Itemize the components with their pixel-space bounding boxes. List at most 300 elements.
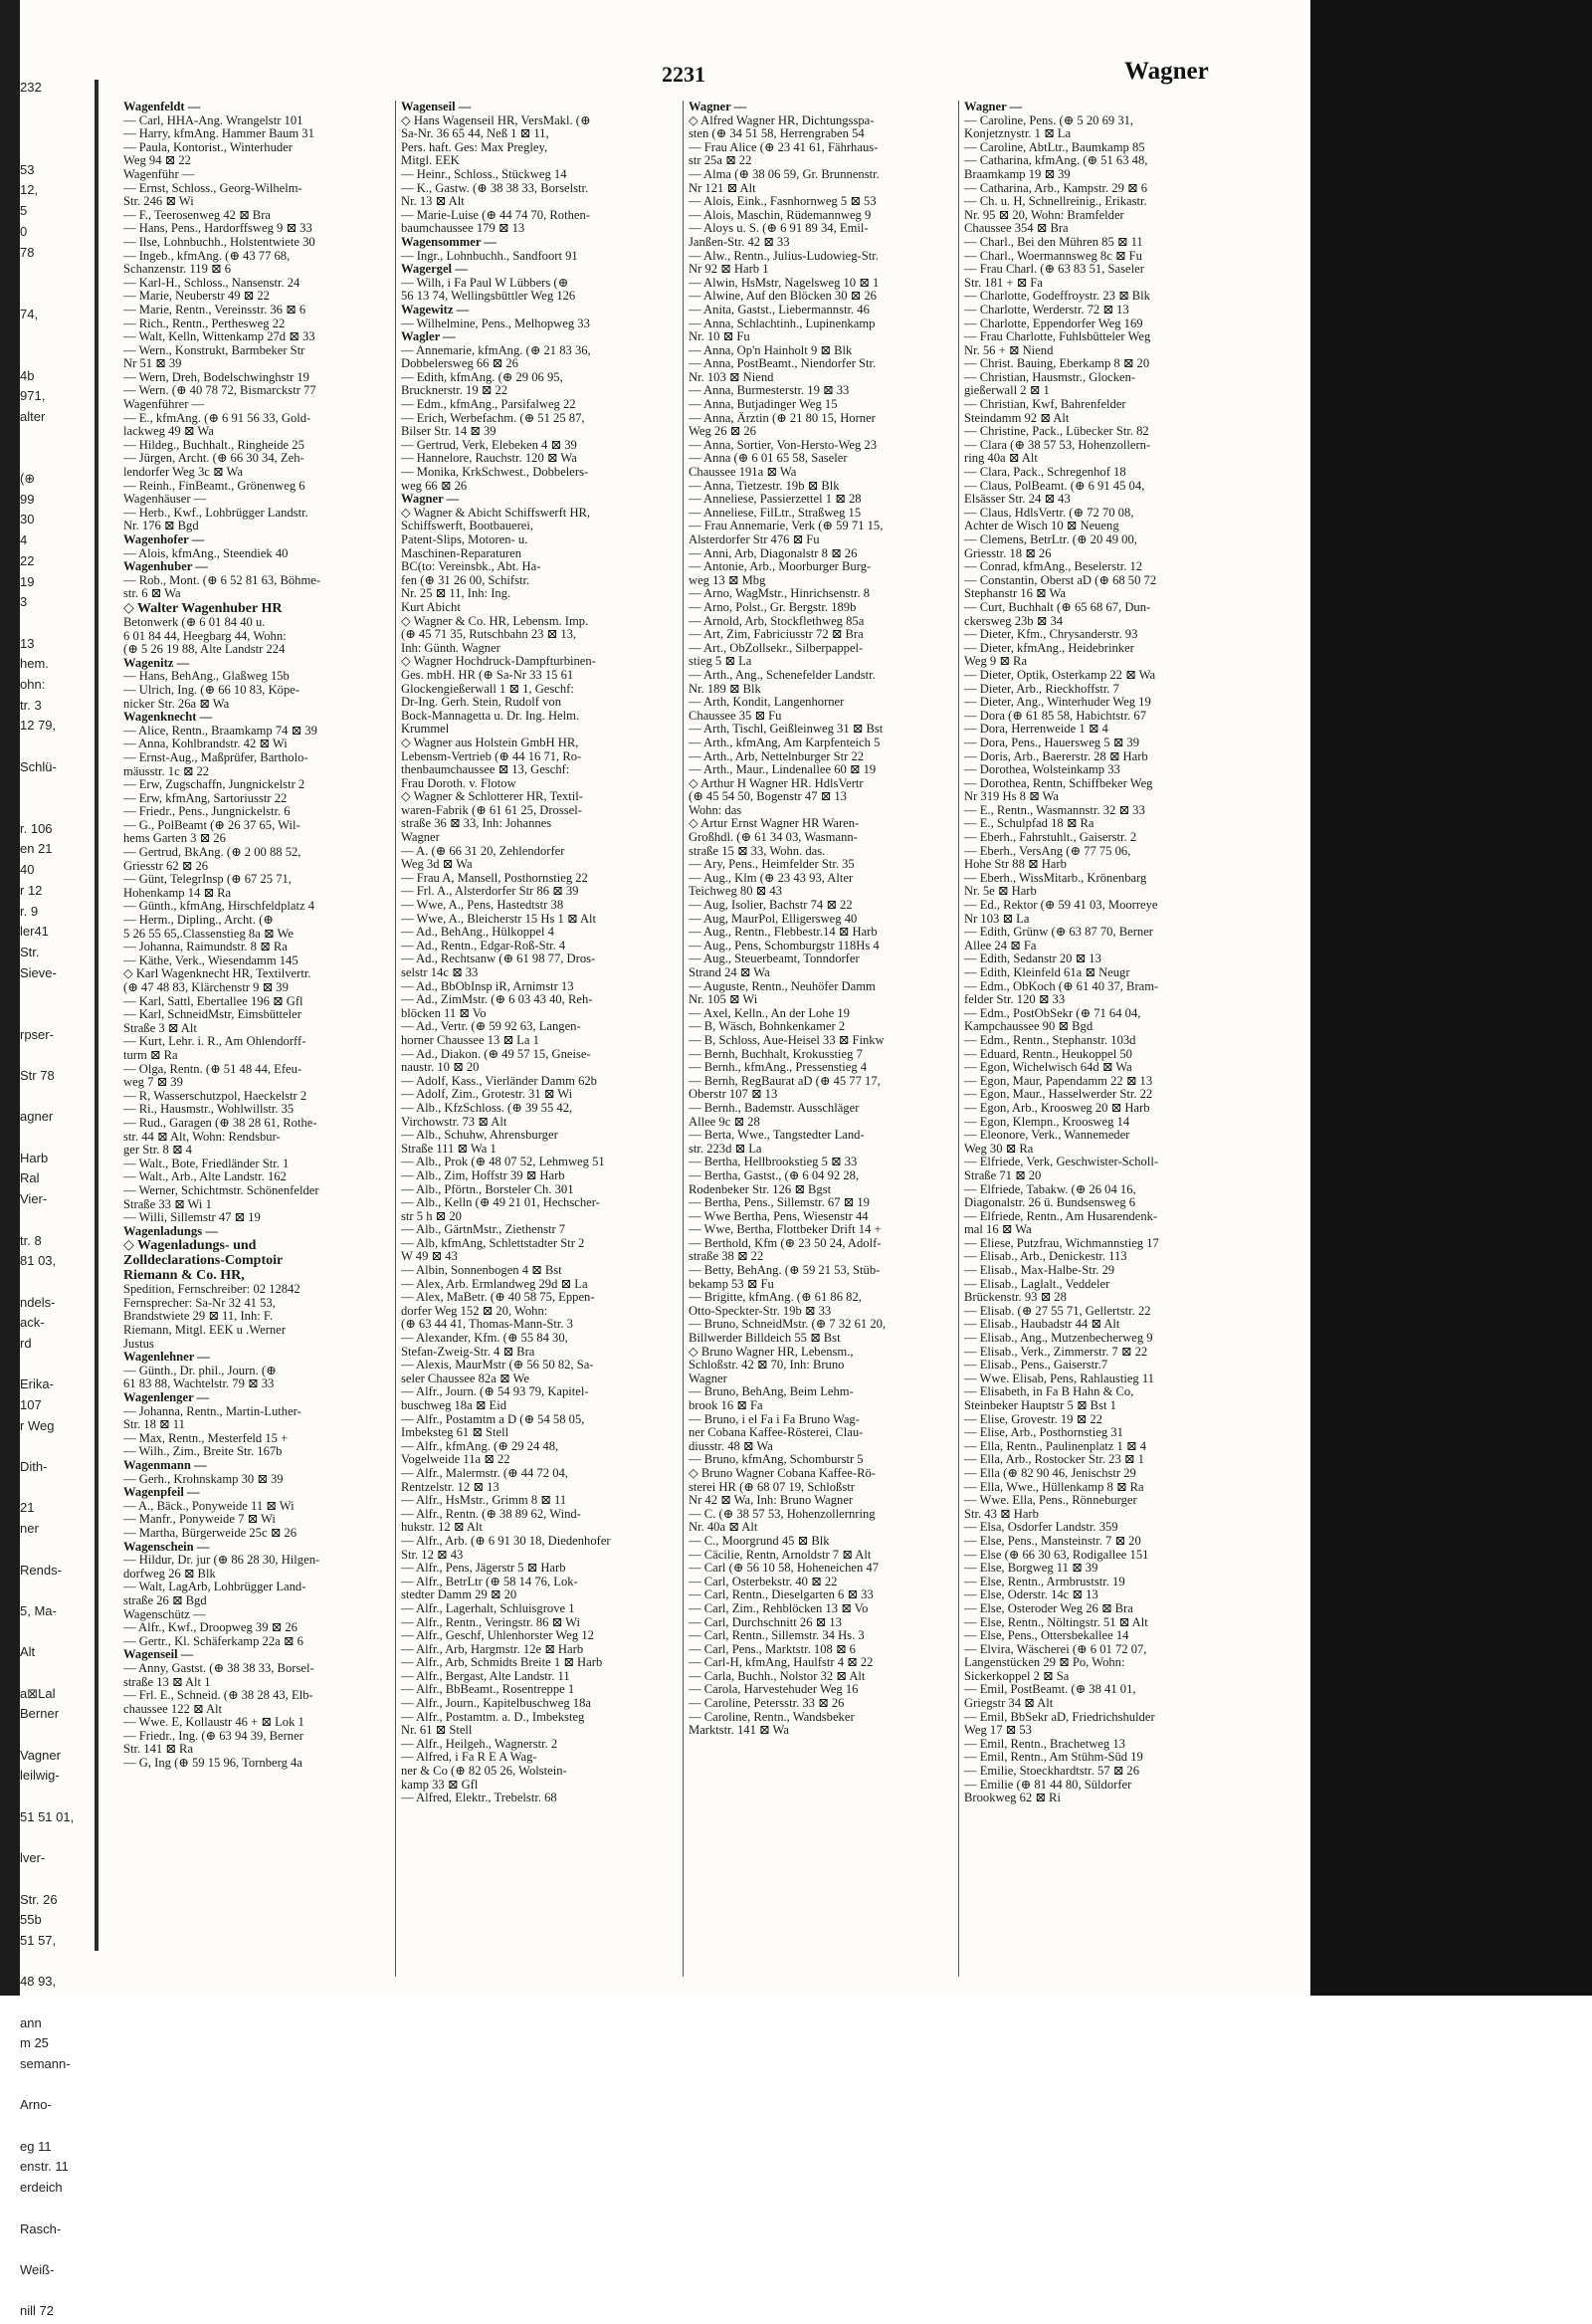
- directory-entry: — Eleonore, Verk., Wannemeder: [964, 1129, 1130, 1143]
- directory-entry: Brückenstr. 93 ⊠ 28: [964, 1291, 1067, 1305]
- sliver-fragment: [20, 1995, 100, 2015]
- directory-entry: Otto-Speckter-Str. 19b ⊠ 33: [689, 1304, 832, 1318]
- directory-entry: Rentzelstr. 12 ⊠ 13: [401, 1480, 499, 1494]
- directory-entry: str. 223d ⊠ La: [689, 1142, 762, 1156]
- directory-entry: — Alfr., Rentn., Veringstr. 86 ⊠ Wi: [401, 1615, 580, 1629]
- directory-entry: str. 44 ⊠ Alt, Wohn: Rendsbur-: [123, 1130, 281, 1144]
- directory-entry: — Aug., Pens, Schomburgstr 118Hs 4: [689, 939, 880, 952]
- directory-entry: — Alwin, HsMstr, Nagelsweg 10 ⊠ 1: [689, 276, 880, 290]
- sliver-fragment: [20, 800, 100, 821]
- sliver-fragment: agner: [20, 1109, 54, 1125]
- sliver-fragment: [20, 2241, 100, 2262]
- directory-entry: — Constantin, Oberst aD (⊕ 68 50 72: [964, 573, 1157, 587]
- sliver-fragment: eg 11: [20, 2138, 52, 2154]
- sliver-fragment: [20, 1583, 100, 1603]
- directory-entry: — Anna, PostBeamt., Niendorfer Str.: [689, 357, 877, 371]
- directory-entry: Str. 43 ⊠ Harb: [964, 1507, 1039, 1521]
- directory-entry: (⊕ 45 54 50, Bogenstr 47 ⊠ 13: [689, 790, 847, 804]
- directory-entry: — C., Moorgrund 45 ⊠ Blk: [689, 1534, 830, 1548]
- directory-entry: — Charlotte, Eppendorfer Weg 169: [964, 317, 1143, 330]
- sliver-fragment: [20, 286, 100, 307]
- directory-entry: — Cäcilie, Rentn, Arnoldstr 7 ⊠ Alt: [689, 1548, 872, 1562]
- directory-entry: — Alfr., Journ., Kapitelbuschweg 18a: [401, 1697, 591, 1711]
- directory-entry: lendorfer Weg 3c ⊠ Wa: [123, 466, 243, 480]
- directory-entry: Griesstr 62 ⊠ 26: [123, 859, 209, 873]
- directory-entry: Allee 9c ⊠ 28: [689, 1115, 760, 1129]
- directory-entry: Schloßstr. 42 ⊠ 70, Inh: Bruno: [689, 1359, 845, 1373]
- directory-entry: — Elise, Arb., Posthornstieg 31: [964, 1426, 1123, 1440]
- sliver-fragment: 5, Ma-: [20, 1602, 57, 1618]
- directory-entry: — Alfr., Bergast, Alte Landstr. 11: [401, 1669, 570, 1683]
- sliver-fragment: Vagner: [20, 1747, 61, 1763]
- directory-entry: — Erich, Werbefachm. (⊕ 51 25 87,: [401, 411, 585, 425]
- sliver-fragment: erdeich: [20, 2180, 63, 2196]
- directory-entry: Nr. 10 ⊠ Fu: [689, 330, 750, 344]
- directory-entry: — Adolf, Zim., Grotestr. 31 ⊠ Wi: [401, 1088, 573, 1102]
- sliver-fragment: lver-: [20, 1850, 46, 1866]
- directory-entry: — Dorothea, Wolsteinkamp 33: [964, 763, 1120, 777]
- directory-entry: weg 7 ⊠ 39: [123, 1076, 183, 1090]
- directory-entry: (⊕ 45 71 35, Rutschbahn 23 ⊠ 13,: [401, 628, 577, 642]
- directory-entry: — Anneliese, FilLtr., Straßweg 15: [689, 506, 862, 520]
- directory-entry: — Auguste, Rentn., Neuhöfer Damm: [689, 979, 876, 993]
- directory-entry: — E., Schulpfad 18 ⊠ Ra: [964, 817, 1094, 831]
- directory-entry: Weg 30 ⊠ Ra: [964, 1142, 1034, 1156]
- directory-entry: — Elvira, Wäscherei (⊕ 6 01 72 07,: [964, 1642, 1147, 1656]
- directory-entry: — Anna, Ärztin (⊕ 21 80 15, Horner: [689, 411, 876, 425]
- directory-entry: — Karl, Sattl, Ebertallee 196 ⊠ Gfl: [123, 994, 303, 1008]
- directory-entry: Bilser Str. 14 ⊠ 39: [401, 425, 497, 439]
- directory-entry: ◇ Hans Wagenseil HR, VersMakl. (⊕: [401, 113, 591, 127]
- directory-entry: Griegstr 34 ⊠ Alt: [964, 1697, 1054, 1711]
- directory-entry: Chaussee 191a ⊠ Wa: [689, 466, 797, 480]
- directory-entry: — Rich., Rentn., Perthesweg 22: [123, 317, 286, 330]
- directory-entry: (⊕ 47 48 83, Klärchenstr 9 ⊠ 39: [123, 981, 289, 994]
- directory-entry: — Caroline, Pens. (⊕ 5 20 69 31,: [964, 113, 1134, 127]
- sliver-fragment: 3: [20, 594, 28, 610]
- directory-entry: — Alfr., Arb, Schmidts Breite 1 ⊠ Harb: [401, 1656, 603, 1670]
- directory-entry: — Carl, Osterbekstr. 40 ⊠ 22: [689, 1575, 838, 1588]
- sliver-fragment: [20, 2118, 100, 2139]
- directory-entry: — Jürgen, Archt. (⊕ 66 30 34, Zeh-: [123, 452, 304, 466]
- directory-entry: — Eberh., WissMitarb., Krönenbarg: [964, 871, 1147, 885]
- directory-entry: — Frau Charl. (⊕ 63 83 51, Saseler: [964, 263, 1144, 277]
- directory-entry: — Alfr., Arb. (⊕ 6 91 30 18, Diedenhofer: [401, 1534, 611, 1548]
- directory-entry: Teichweg 80 ⊠ 43: [689, 885, 782, 899]
- directory-entry: W 49 ⊠ 43: [401, 1250, 458, 1264]
- directory-entry: dorfer Weg 152 ⊠ 20, Wohn:: [401, 1304, 548, 1318]
- directory-entry: — Walt., Bote, Friedländer Str. 1: [123, 1157, 290, 1170]
- directory-entry: Straße 33 ⊠ Wi 1: [123, 1197, 212, 1211]
- sliver-fragment: [20, 1789, 100, 1809]
- sliver-fragment: rd: [20, 1335, 32, 1351]
- directory-entry: — Arth, Tischl, Geißleinweg 31 ⊠ Bst: [689, 723, 884, 737]
- directory-entry: ger Str. 8 ⊠ 4: [123, 1144, 192, 1158]
- directory-entry: — Wwe. Elisab, Pens, Rahlaustieg 11: [964, 1372, 1154, 1385]
- directory-entry: — Elisab., Arb., Denickestr. 113: [964, 1250, 1127, 1264]
- directory-entry: — Marie, Rentn., Vereinsstr. 36 ⊠ 6: [123, 303, 306, 317]
- directory-entry: — Edith, kfmAng. (⊕ 29 06 95,: [401, 370, 563, 384]
- directory-entry: — Alfr., HsMstr., Grimm 8 ⊠ 11: [401, 1494, 567, 1508]
- directory-entry: gießerwall 2 ⊠ 1: [964, 384, 1050, 398]
- directory-entry: Wagenschütz —: [123, 1607, 206, 1621]
- directory-entry: stedter Damm 29 ⊠ 20: [401, 1588, 517, 1602]
- directory-entry: — Edith, Grünw (⊕ 63 87 70, Berner: [964, 926, 1153, 940]
- directory-entry: — Käthe, Verk., Wiesendamm 145: [123, 953, 298, 967]
- directory-entry: ◇ Wagner & Co. HR, Lebensm. Imp.: [401, 614, 589, 628]
- directory-entry: Wagenfeldt —: [123, 101, 201, 113]
- sliver-fragment: r. 106: [20, 820, 53, 836]
- directory-entry: Wagergel —: [401, 263, 468, 277]
- directory-entry: — Elisab., Pens., Gaiserstr.7: [964, 1359, 1108, 1373]
- directory-entry: Str. 246 ⊠ Wi: [123, 195, 194, 209]
- directory-entry: — Wilhelmine, Pens., Melhopweg 33: [401, 317, 590, 330]
- running-head: Wagner: [1124, 58, 1209, 85]
- directory-entry: — Christ. Bauing, Eberkamp 8 ⊠ 20: [964, 357, 1150, 371]
- directory-entry: — Dora, Pens., Hauersweg 5 ⊠ 39: [964, 736, 1139, 749]
- directory-entry: — Ingeb., kfmAng. (⊕ 43 77 68,: [123, 249, 291, 263]
- directory-entry: — Art., ObZollsekr., Silberpappel-: [689, 641, 864, 655]
- directory-entry: — Antonie, Arb., Moorburger Burg-: [689, 560, 872, 574]
- directory-entry: selstr 14c ⊠ 33: [401, 966, 479, 979]
- directory-entry: — Alfr., Geschf, Uhlenhorster Weg 12: [401, 1629, 594, 1643]
- directory-entry: — Carla, Buchh., Nolstor 32 ⊠ Alt: [689, 1669, 866, 1683]
- directory-entry: weg 66 ⊠ 26: [401, 479, 468, 493]
- directory-entry: — Bruno, BehAng, Beim Lehm-: [689, 1385, 854, 1399]
- directory-entry: — Anna, Op'n Hainholt 9 ⊠ Blk: [689, 343, 853, 357]
- directory-entry: — Bruno, SchneidMstr. (⊕ 7 32 61 20,: [689, 1318, 887, 1332]
- sliver-fragment: [20, 1089, 100, 1110]
- directory-entry: sterei HR (⊕ 68 07 19, Schloßstr: [689, 1480, 855, 1494]
- directory-entry: — Carl, Pens., Marktstr. 108 ⊠ 6: [689, 1642, 856, 1656]
- directory-entry: — Ella, Wwe., Hüllenkamp 8 ⊠ Ra: [964, 1480, 1144, 1494]
- sliver-fragment: r 12: [20, 882, 43, 898]
- directory-entry: Stefan-Zweig-Str. 4 ⊠ Bra: [401, 1345, 535, 1359]
- directory-entry: ◇ Bruno Wagner HR, Lebensm.,: [689, 1345, 854, 1359]
- directory-entry: — Elisabeth, in Fa B Hahn & Co,: [964, 1385, 1134, 1399]
- directory-entry: str. 6 ⊠ Wa: [123, 587, 181, 601]
- directory-entry: Nr. 25 ⊠ 11, Inh: Ing.: [401, 587, 511, 601]
- directory-entry: Nr 121 ⊠ Alt: [689, 181, 756, 195]
- directory-entry: — Alfr., Lagerhalt, Schluisgrove 1: [401, 1601, 575, 1615]
- directory-entry: — Bernh, RegBaurat aD (⊕ 45 77 17,: [689, 1074, 881, 1088]
- sliver-fragment: 55b: [20, 1912, 42, 1928]
- directory-entry: — G., PolBeamt (⊕ 26 37 65, Wil-: [123, 818, 300, 832]
- directory-entry: ner & Co (⊕ 82 05 26, Wolstein-: [401, 1765, 567, 1779]
- directory-entry: Wagner: [689, 1372, 727, 1385]
- sliver-fragment: [20, 1665, 100, 1686]
- directory-entry: — Bernh, Buchhalt, Krokusstieg 7: [689, 1047, 863, 1061]
- directory-entry: — Wern., Konstrukt, Barmbeker Str: [123, 343, 305, 357]
- directory-entry: — Elisab., Max-Halbe-Str. 29: [964, 1264, 1115, 1278]
- sliver-fragment: Berner: [20, 1706, 60, 1722]
- directory-entry: — Alma (⊕ 38 06 59, Gr. Brunnenstr.: [689, 167, 880, 181]
- sliver-fragment: [20, 1542, 100, 1563]
- directory-entry: baumchaussee 179 ⊠ 13: [401, 222, 525, 236]
- directory-entry: Weg 94 ⊠ 22: [123, 154, 191, 168]
- directory-entry: — Alfr., kfmAng. (⊕ 29 24 48,: [401, 1439, 559, 1453]
- directory-entry: — Günth., kfmAng, Hirschfeldplatz 4: [123, 900, 315, 914]
- directory-entry: Wagner —: [689, 101, 747, 113]
- directory-entry: — Elisab., Laglalt., Veddeler: [964, 1277, 1110, 1291]
- directory-entry: — Gertr., Kl. Schäferkamp 22a ⊠ 6: [123, 1634, 303, 1648]
- directory-entry: Str. 141 ⊠ Ra: [123, 1743, 194, 1757]
- directory-entry: straße 15 ⊠ 33, Wohn. das.: [689, 844, 826, 858]
- sliver-fragment: 4: [20, 532, 28, 548]
- directory-entry: ◇ Karl Wagenknecht HR, Textilvertr.: [123, 967, 311, 981]
- sliver-fragment: [20, 347, 100, 368]
- sliver-fragment: 232: [20, 80, 42, 95]
- directory-entry: ◇ Arthur H Wagner HR. HdlsVertr: [689, 776, 864, 790]
- sliver-fragment: [20, 1212, 100, 1233]
- directory-entry: — Bernh., kfmAng., Pressenstieg 4: [689, 1061, 868, 1075]
- directory-entry: straße 36 ⊠ 33, Inh: Johannes: [401, 817, 552, 831]
- sliver-fragment: [20, 101, 100, 121]
- column-divider: [958, 101, 959, 1977]
- directory-entry: chaussee 122 ⊠ Alt: [123, 1702, 223, 1716]
- directory-entry: Nr. 40a ⊠ Alt: [689, 1521, 758, 1535]
- directory-entry: Wagner —: [964, 101, 1023, 113]
- sliver-fragment: [20, 1624, 100, 1645]
- directory-entry: Schiffswerft, Bootbauerei,: [401, 520, 534, 533]
- sliver-fragment: 21: [20, 1500, 35, 1516]
- directory-entry: — Clara (⊕ 38 57 53, Hohenzollern-: [964, 438, 1151, 452]
- sliver-fragment: ler41: [20, 924, 49, 940]
- directory-entry: diusstr. 48 ⊠ Wa: [689, 1439, 773, 1453]
- directory-entry: Nr. 56 + ⊠ Niend: [964, 343, 1054, 357]
- directory-entry: — Arth., Maur., Lindenallee 60 ⊠ 19: [689, 763, 877, 777]
- directory-entry: Wohn: das: [689, 803, 742, 817]
- directory-entry: — Willi, Sillemstr 47 ⊠ 19: [123, 1211, 261, 1225]
- sliver-fragment: [20, 1871, 100, 1892]
- directory-entry: thenbaumchaussee ⊠ 13, Geschf:: [401, 763, 570, 777]
- directory-entry: 56 13 74, Wellingsbüttler Weg 126: [401, 290, 576, 304]
- directory-entry: — Ad., BehAng., Hülkoppel 4: [401, 926, 554, 940]
- directory-entry: — Wwe Bertha, Pens, Wiesenstr 44: [689, 1209, 869, 1223]
- directory-entry: — Anna, Kohlbrandstr. 42 ⊠ Wi: [123, 738, 288, 751]
- directory-entry: — E., kfmAng. (⊕ 6 91 56 33, Gold-: [123, 411, 311, 425]
- directory-entry: — Egon, Maur, Papendamm 22 ⊠ 13: [964, 1074, 1153, 1088]
- directory-entry: Kampchaussee 90 ⊠ Bgd: [964, 1020, 1094, 1034]
- directory-entry: ◇ Alfred Wagner HR, Dichtungsspa-: [689, 113, 875, 127]
- directory-entry: Hohenkamp 14 ⊠ Ra: [123, 886, 232, 900]
- directory-entry: Griesstr. 18 ⊠ 26: [964, 546, 1052, 560]
- directory-entry: — Friedr., Ing. (⊕ 63 94 39, Berner: [123, 1729, 303, 1743]
- directory-entry: — Anita, Gastst., Liebermannstr. 46: [689, 303, 870, 317]
- directory-entry: — Caroline, Rentn., Wandsbeker: [689, 1710, 855, 1724]
- column-divider: [683, 101, 684, 1977]
- directory-entry: — Carl, Rentn., Dieselgarten 6 ⊠ 33: [689, 1588, 874, 1602]
- directory-entry: — K., Gastw. (⊕ 38 38 33, Borselstr.: [401, 181, 589, 195]
- directory-entry: Stephanstr 16 ⊠ Wa: [964, 587, 1066, 601]
- directory-entry: — Egon, Klempn., Kroosweg 14: [964, 1115, 1130, 1129]
- directory-entry: Dr-Ing. Gerh. Stein, Rudolf von: [401, 696, 561, 710]
- directory-entry: Oberstr 107 ⊠ 13: [689, 1088, 778, 1102]
- directory-entry: — Dieter, Optik, Osterkamp 22 ⊠ Wa: [964, 668, 1156, 682]
- directory-entry: — Hildeg., Buchhalt., Ringheide 25: [123, 438, 304, 452]
- directory-entry: Wagenseil —: [123, 1648, 194, 1662]
- directory-entry: Mitgl. EEK: [401, 154, 460, 168]
- directory-entry: — Bruno, i el Fa i Fa Bruno Wag-: [689, 1412, 860, 1426]
- directory-entry: — Erw, kfmAng, Sartoriusstr 22: [123, 791, 288, 805]
- directory-entry: — Alb., Prok (⊕ 48 07 52, Lehmweg 51: [401, 1156, 605, 1169]
- directory-entry: — Alfr., Pens, Jägerstr 5 ⊠ Harb: [401, 1562, 566, 1576]
- directory-entry: — Frl. E., Schneid. (⊕ 38 28 43, Elb-: [123, 1689, 313, 1703]
- directory-entry: — Alfr., Arb, Hargmstr. 12e ⊠ Harb: [401, 1642, 584, 1656]
- directory-entry: — Elfriede, Rentn., Am Husarendenk-: [964, 1209, 1158, 1223]
- directory-entry: Nr 319 Hs 8 ⊠ Wa: [964, 790, 1060, 804]
- directory-entry: — Elfriede, Verk, Geschwister-Scholl-: [964, 1156, 1159, 1169]
- directory-entry: — Alice, Rentn., Braamkamp 74 ⊠ 39: [123, 724, 317, 738]
- directory-entry: — Wern, Dreh, Bodelschwinghstr 19: [123, 370, 309, 384]
- sliver-fragment: Dith-: [20, 1459, 48, 1475]
- directory-entry: — Bernh., Bademstr. Ausschläger: [689, 1101, 860, 1115]
- page-fold-edge: [95, 80, 99, 1951]
- directory-entry: — Reinh., FinBeamt., Grönenweg 6: [123, 479, 305, 493]
- directory-entry: — Ernst, Schloss., Georg-Wilhelm-: [123, 181, 302, 195]
- directory-entry: Weg 9 ⊠ Ra: [964, 655, 1028, 669]
- directory-entry: Langenstücken 29 ⊠ Po, Wohn:: [964, 1656, 1125, 1670]
- directory-entry: — Friedr., Pens., Jungnickelstr. 6: [123, 805, 291, 819]
- directory-entry: — Monika, KrkSchwest., Dobbelers-: [401, 466, 589, 480]
- sliver-fragment: 99: [20, 491, 35, 507]
- directory-entry: — Alfr., Rentn. (⊕ 38 89 62, Wind-: [401, 1507, 581, 1521]
- directory-entry: — Gerh., Krohnskamp 30 ⊠ 39: [123, 1472, 284, 1486]
- directory-entry: — Dora, Herrenweide 1 ⊠ 4: [964, 723, 1108, 737]
- directory-entry: Nr. 95 ⊠ 20, Wohn: Bramfelder: [964, 208, 1124, 222]
- directory-entry: — Anna, Burmesterstr. 19 ⊠ 33: [689, 384, 850, 398]
- directory-entry: — Edith, Kleinfeld 61a ⊠ Neugr: [964, 966, 1130, 979]
- directory-entry: — Emil, Rentn., Brachetweg 13: [964, 1737, 1125, 1751]
- sliver-fragment: 12 79,: [20, 718, 57, 734]
- directory-entry: Kurt Abicht: [401, 600, 461, 614]
- directory-entry: — Aug., Klm (⊕ 23 43 93, Alter: [689, 871, 854, 885]
- directory-entry: — Alex, MaBetr. (⊕ 40 58 75, Eppen-: [401, 1291, 595, 1305]
- directory-entry: — Aug., Steuerbeamt, Tonndorfer: [689, 952, 860, 966]
- directory-entry: — Egon, Arb., Kroosweg 20 ⊠ Harb: [964, 1101, 1150, 1115]
- directory-entry: — Conrad, kfmAng., Beselerstr. 12: [964, 560, 1143, 574]
- directory-column-1: [123, 101, 400, 1984]
- directory-entry: Justus: [123, 1337, 154, 1351]
- directory-entry: — Alw., Rentn., Julius-Ludowieg-Str.: [689, 249, 879, 263]
- directory-entry: Alsterdorfer Str 476 ⊠ Fu: [689, 533, 820, 546]
- sliver-fragment: alter: [20, 409, 46, 424]
- directory-entry: — Gertrud, BkAng. (⊕ 2 00 88 52,: [123, 846, 301, 860]
- directory-entry: — Rob., Mont. (⊕ 6 52 81 63, Böhme-: [123, 573, 321, 587]
- directory-entry: nicker Str. 26a ⊠ Wa: [123, 697, 230, 711]
- directory-entry: — Emil, PostBeamt. (⊕ 38 41 01,: [964, 1683, 1136, 1697]
- directory-entry: — Carl, HHA-Ang. Wrangelstr 101: [123, 113, 303, 127]
- directory-entry: — Wwe. E, Kollaustr 46 + ⊠ Lok 1: [123, 1716, 304, 1730]
- directory-entry: — Anna, Tietzestr. 19b ⊠ Blk: [689, 479, 840, 493]
- directory-entry: waren-Fabrik (⊕ 61 61 25, Drossel-: [401, 803, 582, 817]
- sliver-fragment: Schlü-: [20, 758, 57, 774]
- directory-entry: Lebensm-Vertrieb (⊕ 44 16 71, Ro-: [401, 749, 582, 763]
- directory-entry: Nr 103 ⊠ La: [964, 912, 1030, 926]
- directory-entry: — Else, Rentn., Armbruststr. 19: [964, 1575, 1125, 1588]
- sliver-fragment: r. 9: [20, 903, 39, 919]
- sliver-fragment: Str. 26: [20, 1891, 58, 1907]
- directory-entry: — Alexis, MaurMstr (⊕ 56 50 82, Sa-: [401, 1359, 594, 1373]
- sliver-fragment: 53: [20, 161, 35, 177]
- directory-entry: — Eduard, Rentn., Heukoppel 50: [964, 1047, 1132, 1061]
- directory-entry: Virchowstr. 73 ⊠ Alt: [401, 1115, 507, 1129]
- directory-entry: BC(to: Vereinsbk., Abt. Ha-: [401, 560, 541, 574]
- directory-entry: — Brigitte, kfmAng. (⊕ 61 86 82,: [689, 1291, 862, 1305]
- directory-entry: — Elisab., Haubadstr 44 ⊠ Alt: [964, 1318, 1120, 1332]
- directory-entry: — Arth, Kondit, Langenhorner: [689, 696, 845, 710]
- directory-entry: — Carl (⊕ 56 10 58, Hoheneichen 47: [689, 1562, 880, 1576]
- directory-entry: — B, Schloss, Aue-Heisel 33 ⊠ Finkw: [689, 1033, 885, 1047]
- directory-entry: — Emilie, Stoeckhardtstr. 57 ⊠ 26: [964, 1765, 1139, 1779]
- directory-entry: Wagner —: [401, 493, 460, 507]
- directory-entry: — Ella, Arb., Rostocker Str. 23 ⊠ 1: [964, 1453, 1144, 1467]
- sliver-fragment: 78: [20, 244, 35, 260]
- directory-entry: — F., Teerosenweg 42 ⊠ Bra: [123, 208, 271, 222]
- directory-entry: Wagewitz —: [401, 303, 470, 317]
- directory-entry: — Wern. (⊕ 40 78 72, Bismarckstr 77: [123, 384, 316, 398]
- directory-entry: Nr. 176 ⊠ Bgd: [123, 520, 199, 533]
- sliver-fragment: Alt: [20, 1644, 36, 1660]
- sliver-fragment: [20, 1274, 100, 1295]
- directory-entry: ◇ Wagenladungs- und: [123, 1238, 257, 1254]
- directory-entry: Rodenbeker Str. 126 ⊠ Bgst: [689, 1182, 832, 1196]
- directory-entry: — B, Wäsch, Bohnkenkamer 2: [689, 1020, 846, 1034]
- directory-entry: Fernsprecher: Sa-Nr 32 41 53,: [123, 1296, 276, 1310]
- sliver-fragment: m 25: [20, 2035, 49, 2051]
- sliver-fragment: [20, 1829, 100, 1850]
- directory-entry: — Herm., Dipling., Archt. (⊕: [123, 914, 274, 928]
- directory-entry: — Alb., KfzSchloss. (⊕ 39 55 42,: [401, 1101, 573, 1115]
- directory-entry: — Berthold, Kfm (⊕ 23 50 24, Adolf-: [689, 1236, 882, 1250]
- directory-entry: — Frau Annemarie, Verk (⊕ 59 71 15,: [689, 520, 884, 533]
- sliver-fragment: rpser-: [20, 1026, 54, 1042]
- directory-entry: — Alfr., Journ. (⊕ 54 93 79, Kapitel-: [401, 1385, 589, 1399]
- directory-entry: — Ilse, Lohnbuchh., Holstentwiete 30: [123, 235, 315, 249]
- directory-entry: Str. 181 + ⊠ Fa: [964, 276, 1043, 290]
- directory-entry: — Edm., PostObSekr (⊕ 71 64 04,: [964, 1006, 1141, 1020]
- directory-entry: Nr 42 ⊠ Wa, Inh: Bruno Wagner: [689, 1494, 854, 1508]
- directory-entry: — Marie, Neuberstr 49 ⊠ 22: [123, 290, 270, 304]
- directory-entry: — Eberh., VersAng (⊕ 77 75 06,: [964, 844, 1131, 858]
- directory-entry: — Eberh., Fahrstuhlt., Gaiserstr. 2: [964, 831, 1137, 845]
- sliver-fragment: ann: [20, 2014, 42, 2030]
- directory-entry: — Else, Osteroder Weg 26 ⊠ Bra: [964, 1601, 1133, 1615]
- directory-entry: dorfweg 26 ⊠ Blk: [123, 1567, 216, 1581]
- sliver-fragment: ner: [20, 1521, 39, 1537]
- directory-entry: — Arnold, Arb, Stockflethweg 85a: [689, 614, 865, 628]
- page-number: 2231: [662, 62, 705, 87]
- directory-entry: — Carl, Rentn., Sillemstr. 34 Hs. 3: [689, 1629, 865, 1643]
- sliver-fragment: semann-: [20, 2056, 71, 2071]
- sliver-fragment: 51 51 01,: [20, 1808, 75, 1824]
- directory-entry: — Wilh., Zim., Breite Str. 167b: [123, 1445, 283, 1459]
- sliver-fragment: ndels-: [20, 1294, 56, 1310]
- directory-entry: — Emil, BbSekr aD, Friedrichshulder: [964, 1710, 1155, 1724]
- directory-entry: Nr 92 ⊠ Harb 1: [689, 263, 769, 277]
- directory-entry: — Alfr., Postamtm a D (⊕ 54 58 05,: [401, 1412, 585, 1426]
- directory-entry: — Ad., ZimMstr. (⊕ 6 03 43 40, Reh-: [401, 993, 593, 1007]
- directory-entry: Zolldeclarations-Comptoir: [123, 1253, 284, 1269]
- directory-entry: ◇ Wagner Hochdruck-Dampfturbinen-: [401, 655, 596, 669]
- directory-entry: — Heinr., Schloss., Stückweg 14: [401, 167, 567, 181]
- directory-entry: Wagenhuber —: [123, 560, 208, 574]
- directory-entry: — Erw, Zugschaffn, Jungnickelstr 2: [123, 778, 305, 792]
- directory-entry: Riemann, Mitgl. EEK u .Werner: [123, 1324, 287, 1338]
- sliver-fragment: 12,: [20, 182, 39, 198]
- directory-entry: Wagenseil —: [401, 101, 472, 113]
- directory-entry: Dobbelersweg 66 ⊠ 26: [401, 357, 518, 371]
